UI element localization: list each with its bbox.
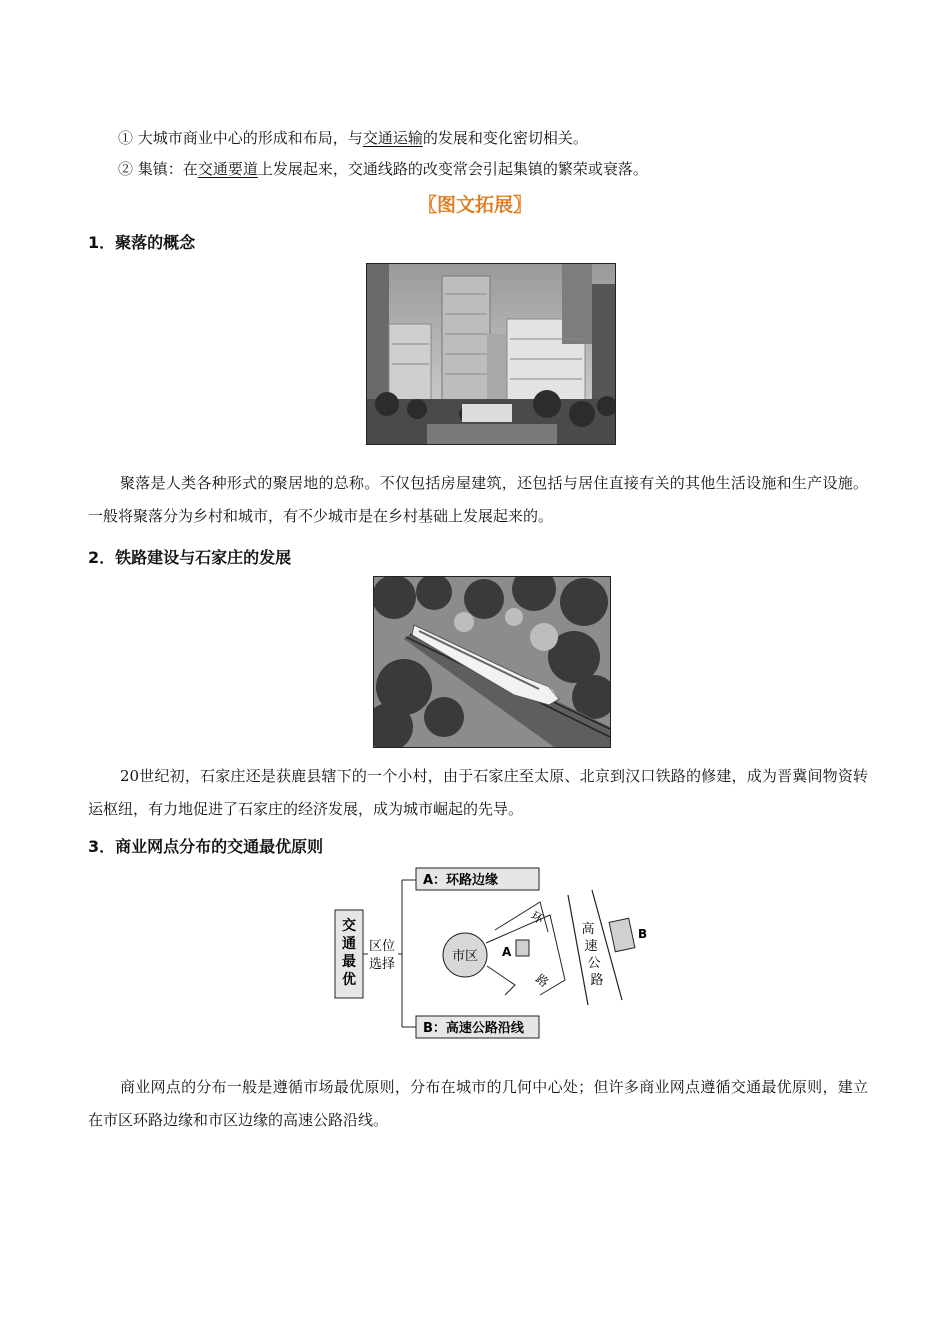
section-title: 铁路建设与石家庄的发展 [115, 548, 292, 567]
city-center-label: 市区 [451, 949, 479, 964]
city-buildings-photo [366, 263, 616, 445]
item-number: ① [118, 129, 134, 147]
main-box-char: 最 [342, 954, 356, 970]
item-number: ② [118, 160, 134, 178]
highway-char: 路 [590, 973, 604, 988]
section-title: 商业网点分布的交通最优原则 [115, 837, 324, 856]
section-number: 1． [88, 233, 116, 252]
item-text: 上发展起来，交通线路的改变常会引起集镇的繁荣或衰落。 [257, 160, 648, 178]
marker-b-box [609, 918, 635, 952]
intro-item-1 [118, 127, 588, 149]
item-text: 的发展和变化密切相关。 [422, 129, 588, 147]
item-text: 大城市商业中心的形成和布局，与 [137, 129, 363, 147]
ring-road-char: 路 [533, 971, 552, 991]
railway-train-photo [373, 576, 611, 748]
highway-char: 速 [584, 939, 598, 954]
main-box-char: 优 [342, 972, 356, 988]
intro-item-2 [118, 158, 648, 180]
main-box-char: 通 [342, 936, 356, 952]
highway-char: 高 [581, 922, 595, 937]
choice-label-line: 选择 [368, 957, 396, 972]
marker-a: A [502, 945, 512, 959]
section-3-paragraph: 商业网点的分布一般是遵循市场最优原则，分布在城市的几何中心处；但许多商业网点遵循交通最优原则，建立在市区环路边缘和市区边缘的高速公路沿线。 [88, 1078, 868, 1129]
choice-label-line: 区位 [368, 939, 396, 954]
commercial-location-diagram [330, 860, 660, 1050]
marker-b: B [638, 927, 648, 941]
section-1-paragraph: 聚落是人类各种形式的聚居地的总称。不仅包括房屋建筑，还包括与居住直接有关的其他生活设施和生产设施。一般将聚落分为乡村和城市，有不少城市是在乡村基础上发展起来的。 [88, 474, 868, 525]
underlined-term: 交通要道 [197, 160, 258, 178]
section-2-paragraph: 20世纪初，石家庄还是获鹿县辖下的一个小村，由于石家庄至太原、北京到汉口铁路的修建，成为晋冀间物资转运枢纽，有力地促进了石家庄的经济发展，成为城市崛起的先导。 [88, 767, 868, 818]
underlined-term: 交通运输 [362, 129, 423, 147]
section-3-heading [88, 834, 323, 857]
item-text: 集镇：在 [137, 160, 198, 178]
marker-a-box [516, 940, 529, 956]
ring-road-inner [487, 966, 515, 995]
section-title: 聚落的概念 [115, 233, 196, 252]
section-2-heading [88, 545, 291, 568]
section-1-heading [88, 230, 195, 253]
section-number: 2． [88, 548, 116, 567]
main-box-char: 交 [342, 918, 356, 934]
option-b-label: B：高速公路沿线 [423, 1021, 524, 1036]
section-banner: 〖图文拓展〗 [417, 194, 532, 216]
ring-road-char: 环 [528, 908, 546, 927]
highway-char: 公 [587, 956, 601, 971]
section-number: 3． [88, 837, 116, 856]
option-a-label: A：环路边缘 [423, 873, 499, 888]
